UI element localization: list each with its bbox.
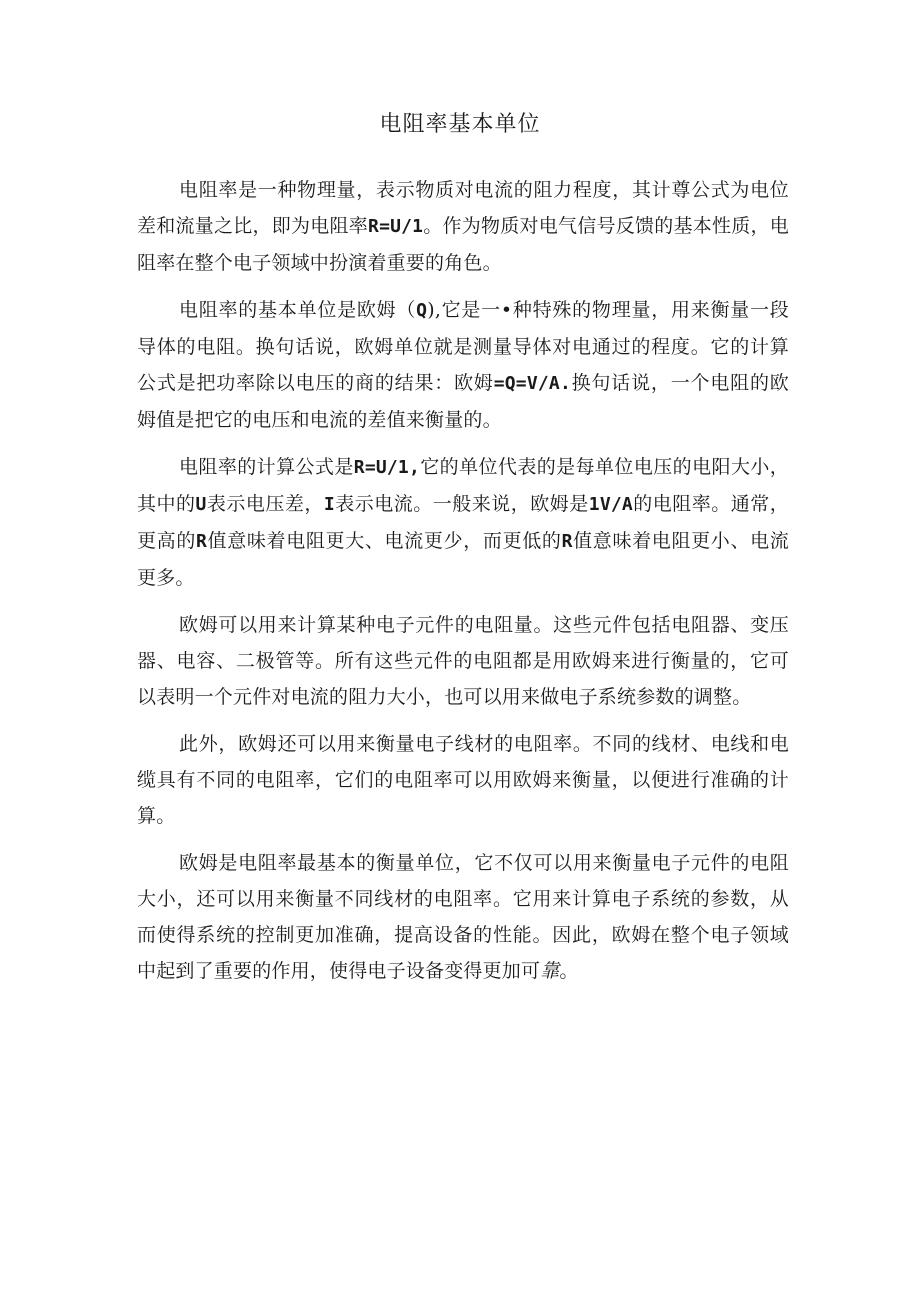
paragraph-text: 的电阻率。通常，更高的 [137,493,789,552]
formula-text: R [561,531,573,552]
paragraph-text: 欧姆是电阻率最基本的衡量单位，它不仅可以用来衡量电子元件的电阻大小，还可以用来衡量不同线材的电阻率。它用来计算电子系统的参数，从而使得系统的控制更加准确，提高设备的性能。因此，欧姆在整个电子领域中起到了重要的作用，使得电子设备变得更加可 [137,852,789,982]
paragraph-text: 电阻率是一种物理量，表示物质对电流的阻力程度，其计尊公式为电位差和流量之比，即为电阻率 [137,179,789,237]
paragraph-text: 电阻率的计算公式是 [179,456,354,478]
document-title: 电阻率基本单位 [379,112,541,137]
paragraph-text: 值意味着电阻更小、电流更多。 [137,530,790,589]
formula-text: I [323,494,335,515]
paragraph-6 [137,845,789,989]
paragraph-text: 表示电流。一般来说，欧姆是 [334,493,589,515]
paragraph-text: 它的单位代表的是每单位电压的电阳大小，其中的 [137,456,789,515]
paragraph-1 [137,172,789,281]
formula-text: 1V/A [588,494,633,515]
paragraph-text: ),它是一•种特殊的物理量，用来衡量一段导体的电阻。换句话说，欧姆单位就是测量导体对电通过的程度。它的计算公式是把功率除以电压的商的结果：欧姆 [137,299,789,394]
paragraph-text: 此外，欧姆还可以用来衡量电子线材的电阻率。不同的线材、电线和电缆具有不同的电阻率，它们的电阻率可以用欧姆来衡量，以便进行准确的计算。 [137,733,789,827]
paragraph-text: 值意味着电阻更大、电流更少，而更低的 [207,530,562,552]
formula-text: R=U/1 [368,216,424,237]
paragraph-text: 靠 [540,960,560,982]
paragraph-5 [137,726,789,834]
paragraph-text: 换句话说，一个电阻的欧姆值是把它的电压和电流的差值来衡量的。 [137,372,789,431]
formula-text: U [195,494,207,515]
paragraph-2 [137,292,789,438]
formula-text: =Q=V∕A. [493,373,571,394]
paragraph-3 [137,449,789,596]
paragraph-text: 欧姆可以用来计算某种电子元件的电阻量。这些元件包括电阻器、变压器、电容、二极管等。所有这些元件的电阻都是用欧姆来进行衡量的，它可以表明一个元件对电流的阻力大小，也可以用来做电子系统参数的调整。 [137,614,789,708]
formula-text: R [196,531,208,552]
paragraph-4 [137,607,789,715]
paragraph-text: 。 [559,960,579,982]
document-body [137,172,789,1000]
formula-text: Q [416,300,428,321]
formula-text: R=U/1, [353,457,421,478]
paragraph-text: 表示电压差， [206,493,324,515]
paragraph-text: 电阻率的基本单位是欧姆（ [179,299,417,321]
paragraph-text: 。作为物质对电气信号反馈的基本性质，电阻率在整个电子领域中扮演着重要的角色。 [137,215,789,274]
